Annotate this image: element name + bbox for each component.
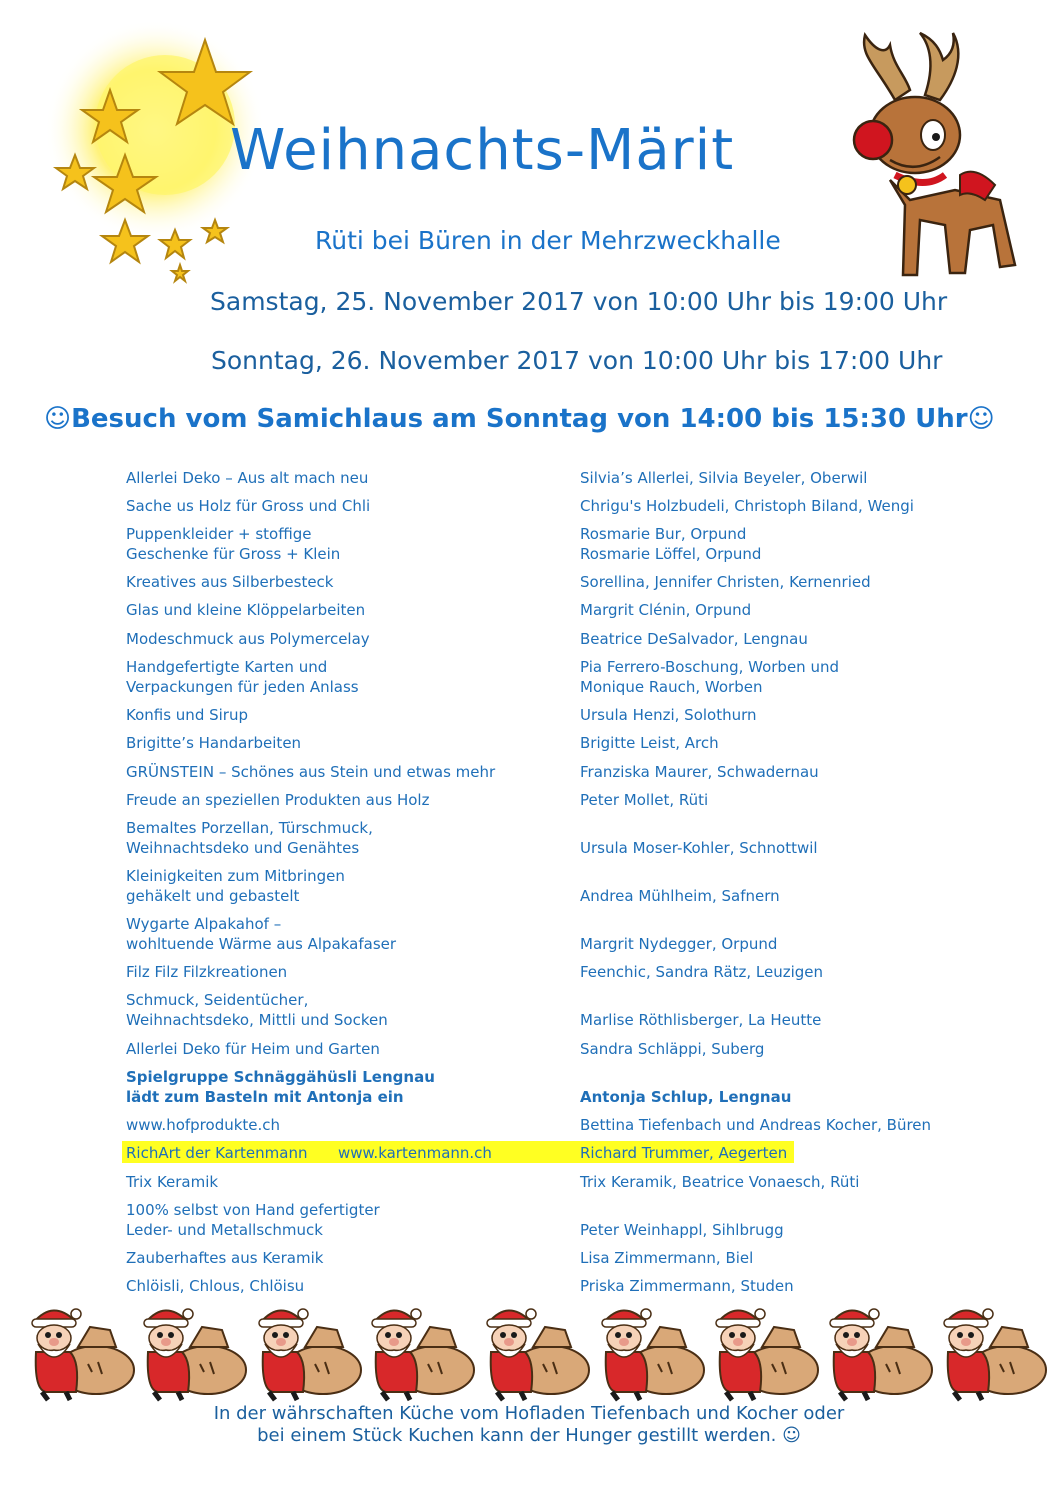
vendor-name: Beatrice DeSalvador, Lengnau xyxy=(580,630,808,648)
santa-icon xyxy=(602,1309,704,1400)
vendor-name: Rosmarie Bur, Orpund Rosmarie Löffel, Orpund xyxy=(580,525,762,563)
vendor-name: Ursula Moser-Kohler, Schnottwil xyxy=(580,839,818,857)
star-icon xyxy=(172,265,188,281)
vendor-name: Andrea Mühlheim, Safnern xyxy=(580,887,780,905)
vendor-name: Pia Ferrero-Boschung, Worben und Monique Rauch, Worben xyxy=(580,658,839,696)
vendor-name: Ursula Henzi, Solothurn xyxy=(580,706,757,724)
santa-icon xyxy=(259,1309,361,1400)
kartenmann-link[interactable]: www.kartenmann.ch xyxy=(338,1144,492,1162)
vendor-offer: Spielgruppe Schnäggähüsli Lengnau lädt zum Basteln mit Antonja ein xyxy=(126,1068,435,1106)
vendor-offer: Kleinigkeiten zum Mitbringen gehäkelt und gebastelt xyxy=(126,867,345,905)
santa-icon xyxy=(372,1309,474,1400)
vendor-offer: Brigitte’s Handarbeiten xyxy=(126,734,302,752)
vendor-offer: Allerlei Deko – Aus alt mach neu xyxy=(126,469,369,487)
vendor-offer: Wygarte Alpakahof – wohltuende Wärme aus Alpakafaser xyxy=(126,915,397,953)
vendor-offer: www.hofprodukte.ch xyxy=(126,1116,281,1134)
page-title: Weihnachts-Märit xyxy=(230,118,735,183)
date-saturday: Samstag, 25. November 2017 von 10:00 Uhr bis 19:00 Uhr xyxy=(210,287,948,316)
vendor-name: Sorellina, Jennifer Christen, Kernenried xyxy=(580,573,871,591)
santa-icon xyxy=(487,1309,589,1400)
vendor-offer: Zauberhaftes aus Keramik xyxy=(126,1249,324,1267)
footer-line-2: bei einem Stück Kuchen kann der Hunger gestillt werden. ☺ xyxy=(257,1425,801,1446)
vendor-name: Bettina Tiefenbach und Andreas Kocher, Büren xyxy=(580,1116,932,1134)
vendor-offer: Freude an speziellen Produkten aus Holz xyxy=(126,791,430,809)
vendor-name: Feenchic, Sandra Rätz, Leuzigen xyxy=(580,963,824,981)
vendor-name: Peter Weinhappl, Sihlbrugg xyxy=(580,1221,784,1239)
vendor-offer: Modeschmuck aus Polymercelay xyxy=(126,630,370,648)
vendor-offer: Allerlei Deko für Heim und Garten xyxy=(126,1040,380,1058)
vendor-name: Chrigu's Holzbudeli, Christoph Biland, Wengi xyxy=(580,497,914,515)
vendor-offer: Chlöisli, Chlous, Chlöisu xyxy=(126,1277,305,1295)
vendor-offer: 100% selbst von Hand gefertigter Leder- und Metallschmuck xyxy=(126,1201,380,1239)
location-subtitle: Rüti bei Büren in der Mehrzweckhalle xyxy=(315,226,781,255)
vendor-offer: Puppenkleider + stoffige Geschenke für Gross + Klein xyxy=(126,525,341,563)
vendor-name: Antonja Schlup, Lengnau xyxy=(580,1088,792,1106)
santa-icon xyxy=(944,1309,1046,1400)
santa-row-illustration xyxy=(0,1300,1058,1400)
vendor-offer: GRÜNSTEIN – Schönes aus Stein und etwas mehr xyxy=(126,763,496,781)
vendor-name: Margrit Clénin, Orpund xyxy=(580,601,752,619)
vendor-offer: Filz Filz Filzkreationen xyxy=(126,963,288,981)
vendor-name: Franziska Maurer, Schwadernau xyxy=(580,763,819,781)
santa-icon xyxy=(32,1309,134,1400)
date-sunday: Sonntag, 26. November 2017 von 10:00 Uhr bis 17:00 Uhr xyxy=(211,346,943,375)
vendor-offer: Handgefertigte Karten und Verpackungen für jeden Anlass xyxy=(126,658,359,696)
vendor-name: Peter Mollet, Rüti xyxy=(580,791,709,809)
santa-icon xyxy=(716,1309,818,1400)
vendor-name: Brigitte Leist, Arch xyxy=(580,734,719,752)
vendor-name: Marlise Röthlisberger, La Heutte xyxy=(580,1011,822,1029)
vendor-name: Lisa Zimmermann, Biel xyxy=(580,1249,754,1267)
vendor-offer: Bemaltes Porzellan, Türschmuck, Weihnachtsdeko und Genähtes xyxy=(126,819,373,857)
vendor-name: Sandra Schläppi, Suberg xyxy=(580,1040,765,1058)
samichlaus-visit-notice: ☺Besuch vom Samichlaus am Sonntag von 14:00 bis 15:30 Uhr☺ xyxy=(44,404,995,434)
vendor-name: Margrit Nydegger, Orpund xyxy=(580,935,778,953)
vendor-offer: Glas und kleine Klöppelarbeiten xyxy=(126,601,366,619)
footer-note xyxy=(0,1403,1058,1447)
vendor-offer: Konfis und Sirup xyxy=(126,706,248,724)
vendor-offer: RichArt der Kartenmann www.kartenmann.ch xyxy=(126,1144,492,1162)
vendor-name: Priska Zimmermann, Studen xyxy=(580,1277,794,1295)
vendor-offer: Trix Keramik xyxy=(126,1173,219,1191)
footer-line-1: In der währschaften Küche vom Hofladen Tiefenbach und Kocher oder xyxy=(213,1403,845,1424)
vendor-offer: Schmuck, Seidentücher, Weihnachtsdeko, Mittli und Socken xyxy=(126,991,388,1029)
vendor-offer: Sache us Holz für Gross und Chli xyxy=(126,497,371,515)
vendor-name: Silvia’s Allerlei, Silvia Beyeler, Oberwil xyxy=(580,469,868,487)
reindeer-illustration xyxy=(835,25,1035,285)
vendor-name: Richard Trummer, Aegerten xyxy=(580,1144,788,1162)
vendor-offer: Kreatives aus Silberbesteck xyxy=(126,573,334,591)
santa-icon xyxy=(144,1309,246,1400)
vendor-name: Trix Keramik, Beatrice Vonaesch, Rüti xyxy=(580,1173,860,1191)
santa-icon xyxy=(830,1309,932,1400)
